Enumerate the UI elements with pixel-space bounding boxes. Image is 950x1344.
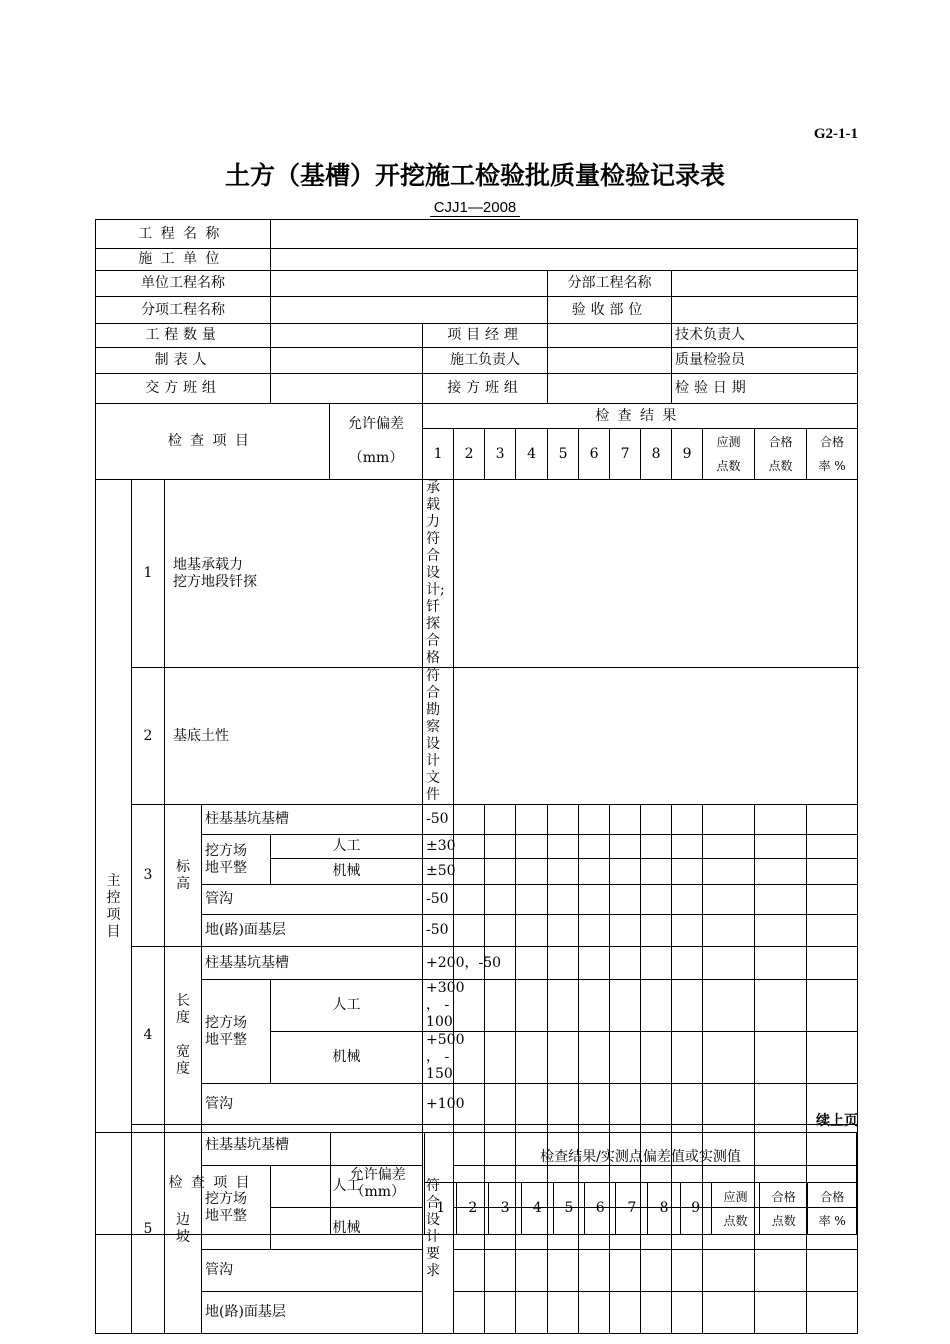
takeover-team-label: 接方班组	[423, 374, 548, 404]
result-cell[interactable]	[454, 805, 485, 835]
unit-project-label: 单位工程名称	[96, 271, 271, 297]
unit-project-value[interactable]	[271, 271, 548, 297]
result-cell[interactable]	[672, 1032, 703, 1084]
result-cell[interactable]	[610, 859, 641, 885]
subitem-name: 柱基基坑基槽	[202, 1125, 423, 1166]
result-cell[interactable]	[807, 1250, 858, 1292]
result-cell[interactable]	[579, 885, 610, 915]
subitem-tolerance: -50	[423, 805, 454, 835]
result-cell[interactable]	[548, 947, 579, 980]
result-cell[interactable]	[807, 835, 858, 859]
result-cell[interactable]	[454, 835, 485, 859]
result-cell[interactable]	[755, 1250, 807, 1292]
result-cell[interactable]	[610, 805, 641, 835]
result-cell[interactable]	[516, 885, 548, 915]
should-measure-header: 应测 点数	[703, 429, 755, 480]
should-measure-header: 应测 点数	[711, 1183, 759, 1235]
pass-rate-header: 合格 率 %	[808, 1183, 857, 1235]
result-cell[interactable]	[579, 835, 610, 859]
result-cell[interactable]	[641, 885, 672, 915]
result-cell[interactable]	[807, 859, 858, 885]
result-cell[interactable]	[641, 859, 672, 885]
result-cell[interactable]	[755, 980, 807, 1032]
result-cell[interactable]	[516, 915, 548, 947]
result-cell[interactable]	[610, 1032, 641, 1084]
result-cell[interactable]	[641, 1250, 672, 1292]
site-lead-value[interactable]	[548, 348, 672, 374]
col-number: 2	[457, 1183, 489, 1235]
result-cell[interactable]	[516, 859, 548, 885]
subitem-tolerance: +200，-50	[423, 947, 454, 980]
result-cell[interactable]	[516, 1032, 548, 1084]
subitem-method: 机械	[271, 1208, 423, 1250]
col-number: 5	[548, 429, 579, 480]
result-cell[interactable]	[755, 1292, 807, 1334]
result-cell[interactable]	[672, 885, 703, 915]
result-cell[interactable]	[703, 915, 755, 947]
col-number: 7	[610, 429, 641, 480]
check-item-header: 检查项目	[96, 404, 330, 480]
col-number: 8	[648, 1183, 680, 1235]
result-cell[interactable]	[755, 1032, 807, 1084]
result-cell[interactable]	[703, 1032, 755, 1084]
subitem-tolerance: +500 ， - 150	[423, 1032, 454, 1084]
result-cell[interactable]	[807, 1292, 858, 1334]
result-cell[interactable]	[807, 915, 858, 947]
subitem-method: 人工	[271, 835, 423, 859]
col-number: 8	[641, 429, 672, 480]
result-cell[interactable]	[454, 859, 485, 885]
constructor-label: 施工单位	[96, 249, 271, 271]
project-name-value[interactable]	[271, 220, 858, 249]
result-cell[interactable]	[755, 859, 807, 885]
result-cell[interactable]	[641, 980, 672, 1032]
result-cell[interactable]	[610, 980, 641, 1032]
col-number: 2	[454, 429, 485, 480]
item-tolerance: 符合勘察 设计文件	[423, 668, 454, 805]
col-number: 6	[585, 1183, 616, 1235]
result-cell[interactable]	[579, 1032, 610, 1084]
project-name-label: 工程名称	[96, 220, 271, 249]
pass-points-header: 合格 点数	[755, 429, 807, 480]
result-cell[interactable]	[755, 947, 807, 980]
handover-team-label: 交方班组	[96, 374, 271, 404]
subitem-method: 机械	[271, 859, 423, 885]
result-cell[interactable]	[703, 885, 755, 915]
col-number: 6	[579, 429, 610, 480]
result-cell[interactable]	[672, 1250, 703, 1292]
result-cell[interactable]	[610, 885, 641, 915]
result-cell[interactable]	[485, 1250, 516, 1292]
acceptance-part-label: 验收部位	[548, 297, 672, 324]
division-project-value[interactable]	[672, 271, 858, 297]
project-manager-value[interactable]	[548, 324, 672, 348]
subitem-name: 地(路)面基层	[202, 915, 423, 947]
result-cell[interactable]	[454, 1292, 485, 1334]
item-name: 地基承载力 挖方地段钎探	[165, 480, 423, 668]
result-cell[interactable]	[548, 1292, 579, 1334]
subitem-name: 管沟	[202, 885, 423, 915]
result-cell[interactable]	[548, 859, 579, 885]
result-cell[interactable]	[454, 1250, 485, 1292]
subitem-name: 挖方场 地平整	[202, 835, 271, 885]
subitem-name: 地(路)面基层	[202, 1292, 423, 1334]
subitem-tolerance: -50	[423, 915, 454, 947]
result-cell[interactable]	[485, 915, 516, 947]
col-number: 7	[616, 1183, 648, 1235]
check-item-header: 检查项目	[96, 1133, 331, 1235]
result-cell[interactable]	[454, 885, 485, 915]
subitem-tolerance: ±30	[423, 835, 454, 859]
result-cell[interactable]	[579, 859, 610, 885]
col-number: 9	[680, 1183, 711, 1235]
item-group: 边坡	[165, 1125, 202, 1334]
item-number: 5	[132, 1125, 165, 1334]
result-header: 检查结果	[423, 404, 858, 429]
subitem-tolerance: -50	[423, 885, 454, 915]
standard-code: CJJ1—2008	[0, 199, 950, 216]
result-cell[interactable]	[672, 1292, 703, 1334]
result-cell[interactable]	[516, 835, 548, 859]
result-cell[interactable]	[485, 980, 516, 1032]
division-project-label: 分部工程名称	[548, 271, 672, 297]
result-cell[interactable]	[579, 1250, 610, 1292]
col-number: 1	[425, 1183, 457, 1235]
result-cell[interactable]	[579, 980, 610, 1032]
continued-label: 续上页	[816, 1113, 858, 1129]
result-cell[interactable]	[672, 947, 703, 980]
result-cell[interactable]	[485, 805, 516, 835]
subitem-name: 挖方场 地平整	[202, 1166, 271, 1250]
col-number: 3	[489, 1183, 521, 1235]
result-cell[interactable]	[641, 1084, 672, 1125]
result-cell[interactable]	[548, 1084, 579, 1125]
item-group: 标高	[165, 805, 202, 947]
subitem-tolerance: +300 ， - 100	[423, 980, 454, 1032]
result-cell[interactable]	[672, 835, 703, 859]
inspection-date-label: 检验日期	[672, 374, 858, 404]
result-cell[interactable]	[703, 1250, 755, 1292]
subitem-name: 管沟	[202, 1084, 423, 1125]
result-cell[interactable]	[548, 805, 579, 835]
result-cell[interactable]	[703, 947, 755, 980]
result-cell[interactable]	[703, 835, 755, 859]
result-cell[interactable]	[516, 1084, 548, 1125]
result-cell[interactable]	[807, 980, 858, 1032]
subitem-project-label: 分项工程名称	[96, 297, 271, 324]
result-cell[interactable]	[703, 1084, 755, 1125]
col-number: 5	[553, 1183, 584, 1235]
result-cell[interactable]	[485, 1032, 516, 1084]
result-cell[interactable]	[755, 915, 807, 947]
result-cell[interactable]	[454, 915, 485, 947]
tolerance-header: 允许偏差 （mm）	[330, 404, 423, 480]
result-cell[interactable]	[641, 1292, 672, 1334]
result-cell[interactable]	[641, 947, 672, 980]
item-group: 长度 宽度	[165, 947, 202, 1125]
subitem-tolerance: 符合设计 要求	[423, 1125, 454, 1334]
main-control-category: 主控项目	[96, 480, 132, 1334]
result-cell[interactable]	[672, 1084, 703, 1125]
result-cell[interactable]	[485, 885, 516, 915]
project-manager-label: 项目经理	[423, 324, 548, 348]
tabulator-label: 制表人	[96, 348, 271, 374]
item-name: 基底土性	[165, 668, 423, 805]
result-cell[interactable]	[641, 1032, 672, 1084]
result-cell[interactable]	[610, 1250, 641, 1292]
result-cell[interactable]	[703, 805, 755, 835]
tolerance-header: 允许偏差 （mm）	[331, 1133, 425, 1235]
pass-rate-header: 合格 率 %	[807, 429, 858, 480]
constructor-value[interactable]	[271, 249, 858, 271]
site-lead-label: 施工负责人	[423, 348, 548, 374]
result-cell[interactable]	[703, 1292, 755, 1334]
subitem-project-value[interactable]	[271, 297, 548, 324]
tech-lead-label: 技术负责人	[672, 324, 858, 348]
result-cell[interactable]	[641, 915, 672, 947]
pass-points-header: 合格 点数	[760, 1183, 808, 1235]
result-cell[interactable]	[755, 1084, 807, 1125]
result-cell[interactable]	[485, 859, 516, 885]
result-cell[interactable]	[579, 805, 610, 835]
item-number: 1	[132, 480, 165, 668]
result-cell[interactable]	[672, 980, 703, 1032]
result-cell[interactable]	[703, 980, 755, 1032]
result-cell[interactable]	[579, 915, 610, 947]
subitem-tolerance: +100	[423, 1084, 454, 1125]
result-cell[interactable]	[548, 835, 579, 859]
result-cell[interactable]	[610, 835, 641, 859]
quantity-value[interactable]	[271, 324, 423, 348]
col-number: 9	[672, 429, 703, 480]
takeover-team-value[interactable]	[548, 374, 672, 404]
result-cell[interactable]	[548, 1032, 579, 1084]
subitem-method: 机械	[271, 1032, 423, 1084]
result-cell[interactable]	[672, 805, 703, 835]
result-cell[interactable]	[755, 885, 807, 915]
subitem-name: 柱基基坑基槽	[202, 947, 423, 980]
quantity-label: 工程数量	[96, 324, 271, 348]
result-cell[interactable]	[672, 915, 703, 947]
result-cell[interactable]	[610, 915, 641, 947]
result-cell[interactable]	[548, 915, 579, 947]
form-code: G2-1-1	[813, 126, 858, 142]
result-cell[interactable]	[516, 980, 548, 1032]
col-number: 4	[516, 429, 548, 480]
result-cell[interactable]	[610, 1292, 641, 1334]
item-number: 2	[132, 668, 165, 805]
result-cell[interactable]	[485, 1084, 516, 1125]
subitem-method: 人工	[271, 1166, 423, 1208]
result-cell[interactable]	[516, 1250, 548, 1292]
result-cell[interactable]	[755, 805, 807, 835]
item-number: 3	[132, 805, 165, 947]
result-cell[interactable]	[807, 947, 858, 980]
handover-team-value[interactable]	[271, 374, 423, 404]
item-result[interactable]	[454, 668, 858, 805]
col-number: 3	[485, 429, 516, 480]
result-cell[interactable]	[485, 1292, 516, 1334]
quality-inspector-label: 质量检验员	[672, 348, 858, 374]
result-cell[interactable]	[755, 835, 807, 859]
item-number: 4	[132, 947, 165, 1125]
result-cell[interactable]	[610, 947, 641, 980]
result-cell[interactable]	[485, 835, 516, 859]
result-cell[interactable]	[516, 805, 548, 835]
tabulator-value[interactable]	[271, 348, 423, 374]
result-cell[interactable]	[579, 947, 610, 980]
continuation-table	[95, 1132, 857, 1235]
subitem-name: 挖方场 地平整	[202, 980, 271, 1084]
result-cell[interactable]	[516, 1292, 548, 1334]
result-cell[interactable]	[548, 980, 579, 1032]
subitem-tolerance: ±50	[423, 859, 454, 885]
result-cell[interactable]	[807, 805, 858, 835]
page-title: 土方（基槽）开挖施工检验批质量检验记录表	[224, 161, 725, 190]
subitem-name: 柱基基坑基槽	[202, 805, 423, 835]
result-cell[interactable]	[641, 835, 672, 859]
result-cell[interactable]	[548, 885, 579, 915]
result-cell[interactable]	[672, 859, 703, 885]
result-cell[interactable]	[610, 1084, 641, 1125]
col-number: 1	[423, 429, 454, 480]
subitem-name: 管沟	[202, 1250, 423, 1292]
result-cell[interactable]	[807, 1032, 858, 1084]
item-tolerance: 承载力符 合设计; 钎探合格	[423, 480, 454, 668]
result-cell[interactable]	[807, 885, 858, 915]
result-cell[interactable]	[579, 1084, 610, 1125]
item-result[interactable]	[454, 480, 858, 668]
subitem-method: 人工	[271, 980, 423, 1032]
col-number: 4	[521, 1183, 553, 1235]
result-cell[interactable]	[548, 1250, 579, 1292]
acceptance-part-value[interactable]	[672, 297, 858, 324]
result-cell[interactable]	[579, 1292, 610, 1334]
result-cell[interactable]	[516, 947, 548, 980]
result-cell[interactable]	[641, 805, 672, 835]
result-cell[interactable]	[703, 859, 755, 885]
result-detail-header: 检查结果/实测点偏差值或实测值	[425, 1133, 857, 1183]
